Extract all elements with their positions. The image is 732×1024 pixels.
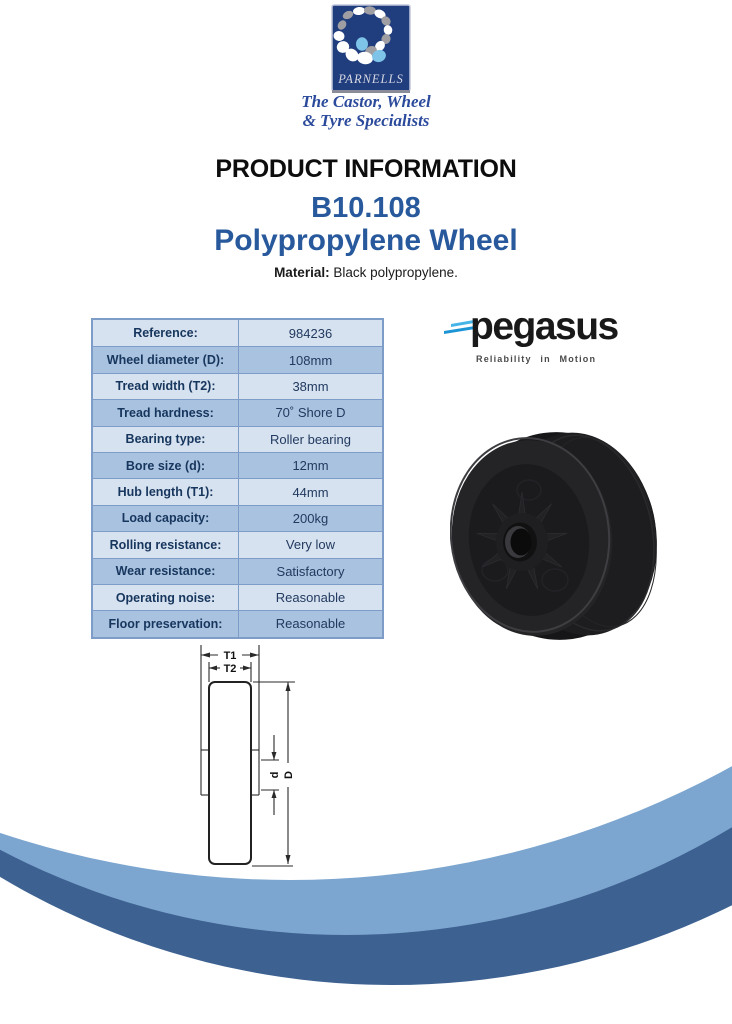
spec-label: Bore size (d): bbox=[93, 453, 239, 478]
page-title: PRODUCT INFORMATION bbox=[215, 155, 517, 183]
spec-label: Rolling resistance: bbox=[93, 532, 239, 557]
spec-value: 108mm bbox=[288, 352, 333, 368]
wheel-profile bbox=[209, 682, 251, 864]
table-row bbox=[93, 399, 382, 425]
spec-label: Operating noise: bbox=[93, 585, 239, 610]
table-row bbox=[93, 346, 382, 372]
material-value: Black polypropylene. bbox=[329, 265, 458, 280]
dim-label-d: d bbox=[269, 771, 281, 779]
table-row bbox=[93, 505, 382, 531]
spec-value: 984236 bbox=[288, 325, 333, 341]
pegasus-tagline: Reliability in Motion bbox=[476, 354, 597, 364]
brand-tagline-line1: The Castor, Wheel bbox=[301, 92, 431, 111]
spec-label: Load capacity: bbox=[93, 506, 239, 531]
spec-label: Wear resistance: bbox=[93, 559, 239, 584]
spec-label: Wheel diameter (D): bbox=[93, 347, 239, 372]
spec-label: Floor preservation: bbox=[93, 611, 239, 636]
dim-label-t1: T1 bbox=[223, 650, 237, 662]
brand-tagline-line2: & Tyre Specialists bbox=[302, 111, 430, 130]
spec-label: Reference: bbox=[93, 320, 239, 346]
dimension-drawing bbox=[180, 635, 310, 915]
spec-value: Reasonable bbox=[275, 590, 346, 606]
table-row bbox=[93, 320, 382, 346]
spec-label: Bearing type: bbox=[93, 427, 239, 452]
bore-hole bbox=[511, 529, 532, 556]
parnells-logo bbox=[331, 4, 411, 94]
spec-value: Roller bearing bbox=[270, 431, 351, 447]
table-row bbox=[93, 426, 382, 452]
spec-label: Tread width (T2): bbox=[93, 374, 239, 399]
spec-label: Hub length (T1): bbox=[93, 479, 239, 504]
spec-value: 44mm bbox=[292, 484, 329, 500]
wheel-product-photo bbox=[450, 430, 660, 645]
table-row bbox=[93, 558, 382, 584]
logo-wordmark: PARNELLS bbox=[338, 72, 404, 86]
spec-value: 38mm bbox=[292, 378, 329, 394]
dim-label-t2: T2 bbox=[223, 663, 237, 675]
table-row bbox=[93, 584, 382, 610]
table-row bbox=[93, 373, 382, 399]
table-row bbox=[93, 452, 382, 478]
table-row bbox=[93, 610, 382, 636]
spec-value: 12mm bbox=[292, 458, 329, 474]
pegasus-wordmark: pegasus bbox=[470, 305, 618, 348]
product-code: B10.108 bbox=[311, 192, 421, 224]
brand-tagline bbox=[0, 92, 732, 130]
spec-value: Very low bbox=[285, 537, 336, 553]
spec-value: Reasonable bbox=[275, 616, 346, 632]
table-row bbox=[93, 531, 382, 557]
spec-table-body bbox=[93, 320, 382, 637]
spec-label: Tread hardness: bbox=[93, 400, 239, 425]
dim-label-D: D bbox=[283, 771, 295, 779]
spec-table bbox=[91, 318, 384, 639]
spec-value: Satisfactory bbox=[276, 563, 345, 579]
material-line bbox=[0, 265, 732, 280]
material-label: Material: bbox=[274, 265, 330, 280]
spec-value: 200kg bbox=[292, 510, 329, 526]
table-row bbox=[93, 478, 382, 504]
spec-value: 70˚ Shore D bbox=[275, 405, 346, 421]
product-name: Polypropylene Wheel bbox=[214, 224, 518, 257]
